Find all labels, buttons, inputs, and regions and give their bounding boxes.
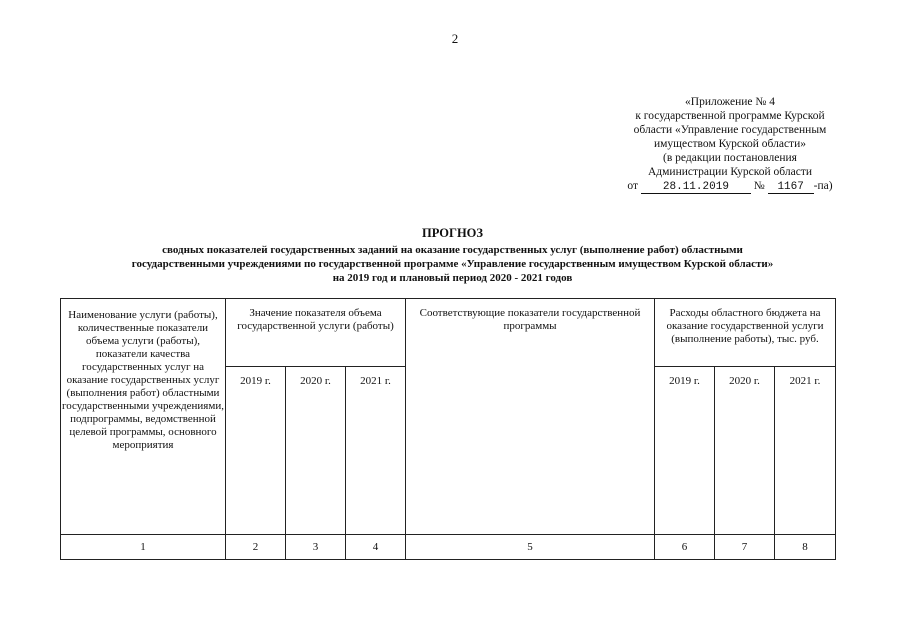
subtitle-line: государственными учреждениями по государственной программе «Управление государственным имуществом Курской области» (131, 258, 774, 270)
column-number: 3 (286, 535, 346, 560)
column-number: 8 (775, 535, 836, 560)
header-service-name: Наименование услуги (работы), количественные показатели объема услуги (работы), показатели качества государственных услуг на оказание государственных услуг (выполнения работ) областными государственными учреждениями, подпрограммы, ведомственной целевой программы, основного мероприятия (61, 299, 226, 535)
header-year-2019: 2019 г. (226, 367, 286, 535)
appendix-line: Администрации Курской области (648, 166, 812, 178)
appendix-line: области «Управление государственным (633, 124, 827, 136)
header-year-2021: 2021 г. (346, 367, 406, 535)
appendix-line: имуществом Курской области» (654, 138, 806, 150)
column-number: 7 (715, 535, 775, 560)
column-number: 1 (61, 535, 226, 560)
column-number: 4 (346, 535, 406, 560)
appendix-line: «Приложение № 4 (685, 96, 775, 108)
header-year-2020: 2020 г. (715, 367, 775, 535)
page-number: 2 (451, 31, 459, 46)
column-number: 6 (655, 535, 715, 560)
header-year-2020: 2020 г. (286, 367, 346, 535)
appendix-line: к государственной программе Курской (635, 110, 825, 122)
header-volume-value: Значение показателя объема государственной услуги (работы) (226, 299, 406, 367)
resolution-number: 1167 (768, 181, 814, 194)
document-title: ПРОГНОЗ (421, 226, 483, 240)
subtitle-line: сводных показателей государственных заданий на оказание государственных услуг (выполнение работ) областными (162, 244, 743, 256)
column-number: 2 (226, 535, 286, 560)
number-prefix: № (753, 180, 765, 192)
resolution-date: 28.11.2019 (641, 181, 751, 194)
appendix-block (600, 95, 860, 194)
column-number: 5 (406, 535, 655, 560)
header-year-2019: 2019 г. (655, 367, 715, 535)
appendix-line: (в редакции постановления (663, 152, 797, 164)
subtitle-line: на 2019 год и плановый период 2020 - 2021 годов (332, 272, 573, 284)
header-budget-expenses: Расходы областного бюджета на оказание государственной услуги (выполнение работы), тыс. руб. (655, 299, 836, 367)
header-program-indicators: Соответствующие показатели государственной программы (406, 299, 655, 535)
forecast-table (60, 298, 836, 560)
document-subtitle (60, 243, 845, 285)
number-suffix: -па) (813, 180, 833, 192)
date-prefix: от (627, 180, 639, 192)
header-year-2021: 2021 г. (775, 367, 836, 535)
appendix-date-line (600, 179, 860, 194)
